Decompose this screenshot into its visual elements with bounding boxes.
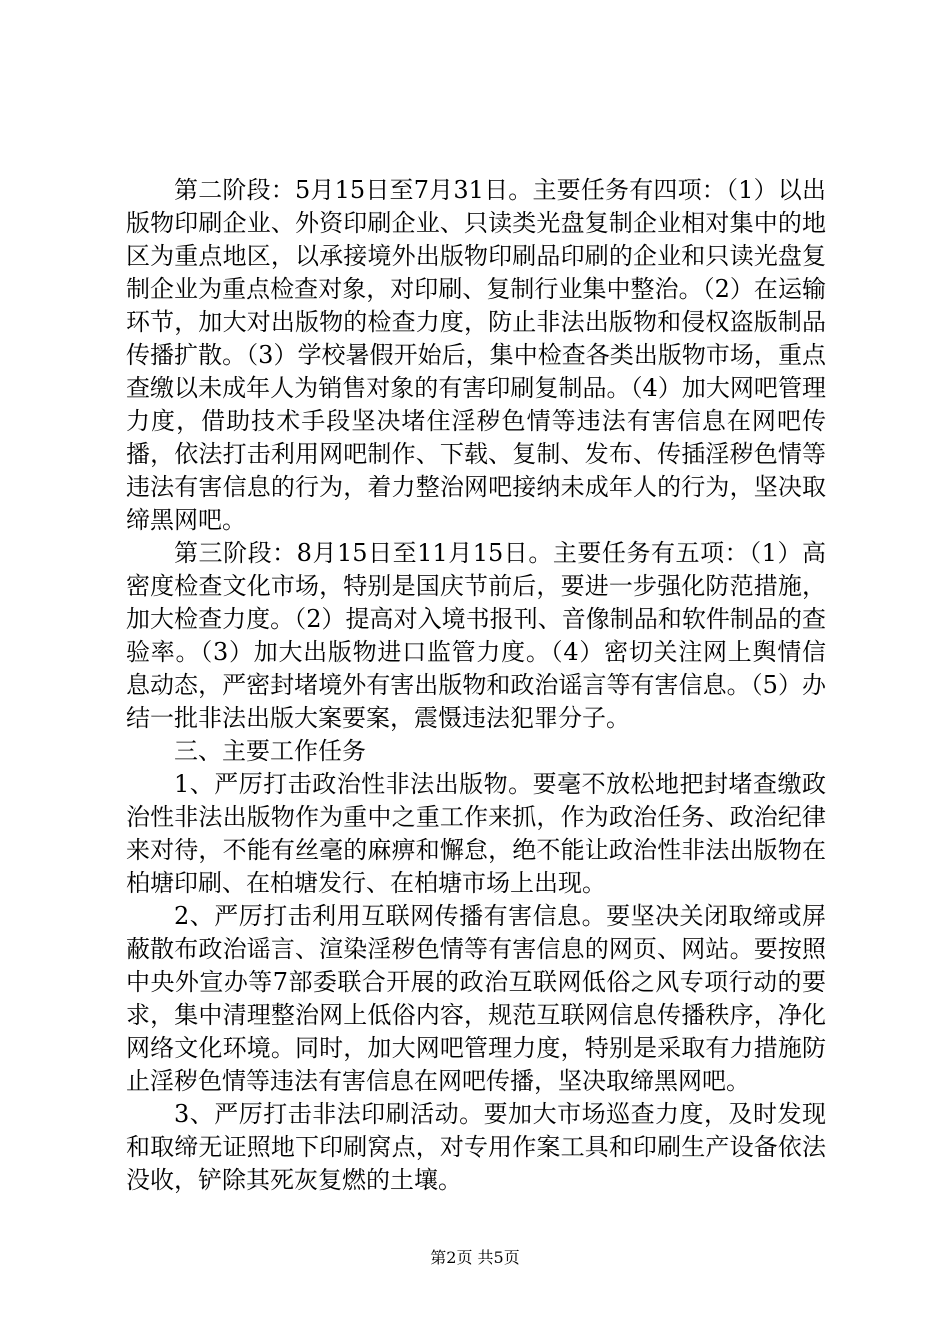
section-heading-main-tasks: 三、主要工作任务 [174, 737, 366, 765]
page-number-footer: 第2页 共5页 [430, 1248, 520, 1267]
paragraph-task-two: 2、严厉打击利用互联网传播有害信息。要坚决关闭取缔或屏蔽散布政治谣言、渲染淫秽色情等有害信息的网页、网站。要按照中央外宣办等7部委联合开展的政治互联网低俗之风专项行动的要求，集中清理整治网上低俗内容，规范互联网信息传播秩序，净化网络文化环境。同时，加大网吧管理力度，特别是采取有力措施防止淫秽色情等违法有害信息在网吧传播，坚决取缔黑网吧。 [126, 902, 826, 1095]
paragraph-task-one: 1、严厉打击政治性非法出版物。要毫不放松地把封堵查缴政治性非法出版物作为重中之重工作来抓，作为政治任务、政治纪律来对待，不能有丝毫的麻痹和懈怠，绝不能让政治性非法出版物在柏塘印刷、在柏塘发行、在柏塘市场上出现。 [126, 770, 826, 897]
paragraph-stage-two: 第二阶段：5月15日至7月31日。主要任务有四项：（1）以出版物印刷企业、外资印刷企业、只读类光盘复制企业相对集中的地区为重点地区，以承接境外出版物印刷品印刷的企业和只读光盘复制企业为重点检查对象，对印刷、复制行业集中整治。（2）在运输环节，加大对出版物的检查力度，防止非法出版物和侵权盗版制品传播扩散。（3）学校暑假开始后，集中检查各类出版物市场，重点查缴以未成年人为销售对象的有害印刷复制品。（4）加大网吧管理力度，借助技术手段坚决堵住淫秽色情等违法有害信息在网吧传播，依法打击利用网吧制作、下载、复制、发布、传插淫秽色情等违法有害信息的行为，着力整治网吧接纳未成年人的行为，坚决取缔黑网吧。 [126, 176, 826, 534]
paragraph-stage-three: 第三阶段：8月15日至11月15日。主要任务有五项：（1）高密度检查文化市场，特别是国庆节前后，要进一步强化防范措施，加大检查力度。（2）提高对入境书报刊、音像制品和软件制品的查验率。（3）加大出版物进口监管力度。（4）密切关注网上舆情信息动态，严密封堵境外有害出版物和政治谣言等有害信息。（5）办结一批非法出版大案要案，震慑违法犯罪分子。 [126, 539, 826, 732]
document-body [126, 174, 826, 1197]
paragraph-task-three: 3、严厉打击非法印刷活动。要加大市场巡查力度，及时发现和取缔无证照地下印刷窝点，对专用作案工具和印刷生产设备依法没收，铲除其死灰复燃的土壤。 [126, 1100, 826, 1194]
